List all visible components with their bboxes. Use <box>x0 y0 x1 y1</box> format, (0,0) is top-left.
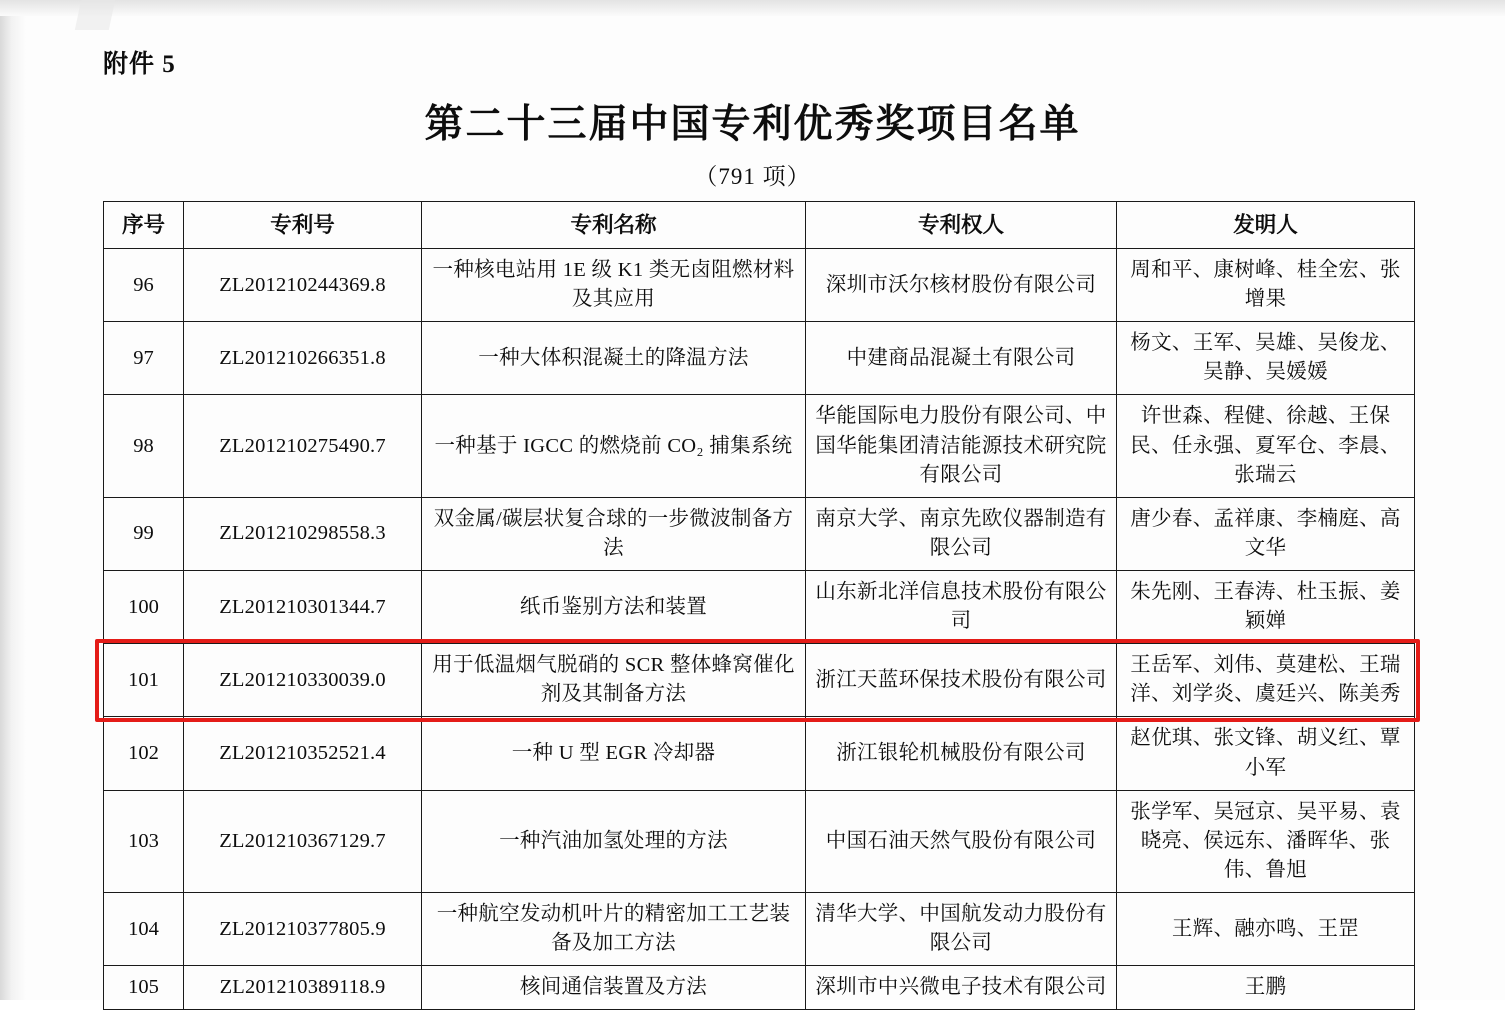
cell-patent-no: ZL201210367129.7 <box>184 790 422 892</box>
scan-edge-shadow <box>0 0 26 1000</box>
cell-seq: 98 <box>104 395 184 497</box>
cell-patent-name: 一种核电站用 1E 级 K1 类无卤阻燃材料及其应用 <box>422 249 806 322</box>
cell-assignee: 清华大学、中国航发动力股份有限公司 <box>806 892 1117 965</box>
cell-seq: 104 <box>104 892 184 965</box>
cell-patent-name: 纸币鉴别方法和装置 <box>422 570 806 643</box>
cell-patent-no: ZL201210275490.7 <box>184 395 422 497</box>
cell-assignee: 中国石油天然气股份有限公司 <box>806 790 1117 892</box>
table-body <box>104 249 1415 1010</box>
cell-patent-no: ZL201210377805.9 <box>184 892 422 965</box>
patent-list-table <box>103 201 1415 1010</box>
cell-assignee: 山东新北洋信息技术股份有限公司 <box>806 570 1117 643</box>
cell-inventors: 许世森、程健、徐越、王保民、任永强、夏军仓、李晨、张瑞云 <box>1117 395 1415 497</box>
cell-seq: 102 <box>104 717 184 790</box>
cell-inventors: 赵优琪、张文锋、胡义红、覃小军 <box>1117 717 1415 790</box>
cell-patent-no: ZL201210389118.9 <box>184 966 422 1010</box>
table-header-row <box>104 202 1415 249</box>
cell-inventors: 杨文、王军、吴雄、吴俊龙、吴静、吴媛媛 <box>1117 322 1415 395</box>
cell-inventors: 周和平、康树峰、桂全宏、张增果 <box>1117 249 1415 322</box>
table-row <box>104 790 1415 892</box>
table-row <box>104 322 1415 395</box>
table-row-highlighted <box>104 644 1415 717</box>
table-row <box>104 497 1415 570</box>
cell-seq: 101 <box>104 644 184 717</box>
cell-patent-name: 核间通信装置及方法 <box>422 966 806 1010</box>
scan-corner-artifact <box>75 0 115 30</box>
cell-patent-no: ZL201210352521.4 <box>184 717 422 790</box>
cell-patent-no: ZL201210298558.3 <box>184 497 422 570</box>
cell-inventors: 王岳军、刘伟、莫建松、王瑞洋、刘学炎、虞廷兴、陈美秀 <box>1117 644 1415 717</box>
cell-inventors: 朱先刚、王春涛、杜玉振、姜颖婵 <box>1117 570 1415 643</box>
column-header-assignee: 专利权人 <box>806 202 1117 249</box>
cell-seq: 103 <box>104 790 184 892</box>
cell-assignee: 深圳市沃尔核材股份有限公司 <box>806 249 1117 322</box>
cell-patent-name: 一种 U 型 EGR 冷却器 <box>422 717 806 790</box>
cell-assignee: 浙江银轮机械股份有限公司 <box>806 717 1117 790</box>
cell-seq: 100 <box>104 570 184 643</box>
cell-assignee: 南京大学、南京先欧仪器制造有限公司 <box>806 497 1117 570</box>
table-row <box>104 892 1415 965</box>
column-header-inventors: 发明人 <box>1117 202 1415 249</box>
table-row <box>104 395 1415 497</box>
cell-patent-name: 用于低温烟气脱硝的 SCR 整体蜂窝催化剂及其制备方法 <box>422 644 806 717</box>
cell-patent-no: ZL201210244369.8 <box>184 249 422 322</box>
cell-patent-name: 一种大体积混凝土的降温方法 <box>422 322 806 395</box>
cell-inventors: 王鹏 <box>1117 966 1415 1010</box>
table-row <box>104 717 1415 790</box>
table-row <box>104 249 1415 322</box>
cell-patent-name: 一种航空发动机叶片的精密加工工艺装备及加工方法 <box>422 892 806 965</box>
cell-seq: 105 <box>104 966 184 1010</box>
cell-assignee: 中建商品混凝土有限公司 <box>806 322 1117 395</box>
cell-seq: 97 <box>104 322 184 395</box>
attachment-label: 附件 5 <box>103 51 176 78</box>
cell-inventors: 唐少春、孟祥康、李楠庭、高文华 <box>1117 497 1415 570</box>
cell-assignee: 华能国际电力股份有限公司、中国华能集团清洁能源技术研究院有限公司 <box>806 395 1117 497</box>
page-title: 第二十三届中国专利优秀奖项目名单 <box>424 103 1081 146</box>
cell-patent-no: ZL201210266351.8 <box>184 322 422 395</box>
column-header-seq: 序号 <box>104 202 184 249</box>
patent-list-table-wrapper <box>103 201 1414 1010</box>
scan-edge-shadow-top <box>0 0 1505 16</box>
cell-patent-no: ZL201210301344.7 <box>184 570 422 643</box>
cell-assignee: 深圳市中兴微电子技术有限公司 <box>806 966 1117 1010</box>
cell-inventors: 张学军、吴冠京、吴平易、袁晓亮、侯远东、潘晖华、张伟、鲁旭 <box>1117 790 1415 892</box>
cell-seq: 96 <box>104 249 184 322</box>
cell-patent-name: 一种基于 IGCC 的燃烧前 CO₂ 捕集系统 <box>422 395 806 497</box>
page-subtitle: （791 项） <box>694 164 811 189</box>
cell-assignee: 浙江天蓝环保技术股份有限公司 <box>806 644 1117 717</box>
column-header-patent-no: 专利号 <box>184 202 422 249</box>
table-row <box>104 570 1415 643</box>
cell-patent-name: 一种汽油加氢处理的方法 <box>422 790 806 892</box>
cell-patent-no: ZL201210330039.0 <box>184 644 422 717</box>
cell-seq: 99 <box>104 497 184 570</box>
cell-patent-name: 双金属/碳层状复合球的一步微波制备方法 <box>422 497 806 570</box>
column-header-patent-name: 专利名称 <box>422 202 806 249</box>
cell-inventors: 王辉、融亦鸣、王罡 <box>1117 892 1415 965</box>
table-row <box>104 966 1415 1010</box>
